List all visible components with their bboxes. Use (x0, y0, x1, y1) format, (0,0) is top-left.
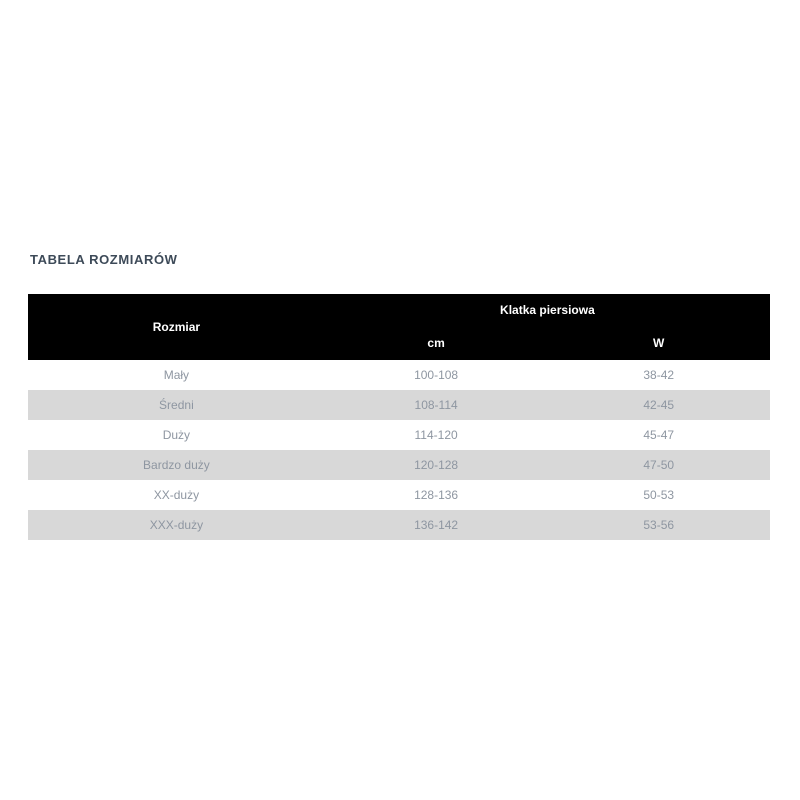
header-cell-klatka-piersiowa: Klatka piersiowa (325, 294, 770, 326)
header-cell-rozmiar: Rozmiar (28, 294, 325, 360)
table-header (28, 294, 770, 360)
header-cell-w: W (547, 326, 770, 360)
size-table (28, 294, 770, 540)
cell-cm: 100-108 (414, 368, 459, 382)
cell-w: 47-50 (643, 458, 675, 472)
cell-size: Średni (159, 398, 194, 412)
table-row (28, 480, 770, 510)
cell-w: 53-56 (643, 518, 675, 532)
cell-size: XX-duży (153, 488, 200, 502)
cell-size: Bardzo duży (143, 458, 210, 472)
cell-size: Mały (163, 368, 190, 382)
table-row (28, 390, 770, 420)
cell-w: 45-47 (643, 428, 675, 442)
table-body (28, 360, 770, 540)
header-cell-cm: cm (325, 326, 548, 360)
cell-w: 38-42 (643, 368, 675, 382)
page-title: TABELA ROZMIARÓW (30, 252, 178, 267)
cell-cm: 108-114 (414, 398, 458, 412)
cell-cm: 120-128 (414, 458, 459, 472)
cell-w: 50-53 (643, 488, 675, 502)
cell-cm: 128-136 (414, 488, 459, 502)
table-row (28, 510, 770, 540)
table-row (28, 360, 770, 390)
table-row (28, 450, 770, 480)
cell-size: XXX-duży (149, 518, 204, 532)
cell-cm: 136-142 (414, 518, 459, 532)
cell-cm: 114-120 (414, 428, 458, 442)
cell-size: Duży (162, 428, 191, 442)
table-row (28, 420, 770, 450)
cell-w: 42-45 (643, 398, 675, 412)
